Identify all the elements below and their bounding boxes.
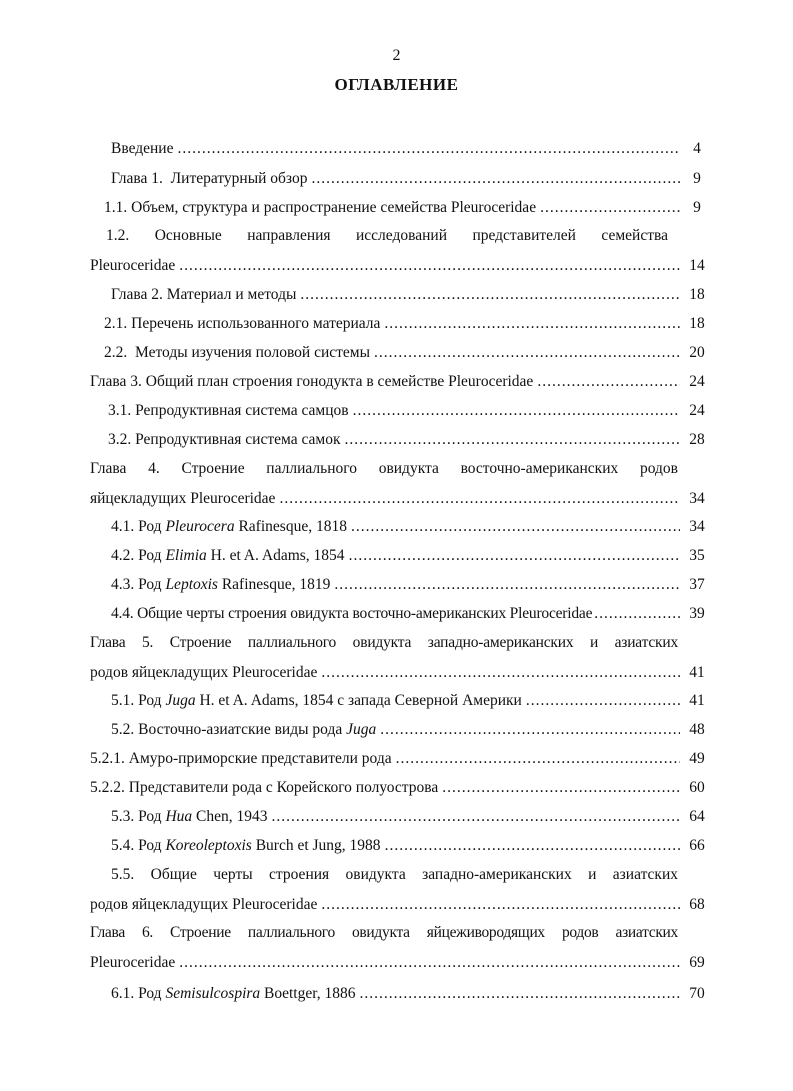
- toc-entry-5-3[interactable]: [111, 807, 710, 827]
- genus-name: Elimia: [165, 547, 207, 564]
- toc-entry-page: 48: [689, 721, 705, 738]
- toc-entry-label: 5.3. Род Hua Chen, 1943: [111, 808, 268, 825]
- leader-dots: [177, 139, 680, 159]
- toc-entry-label: Введение: [111, 140, 174, 157]
- toc-entry-page: 66: [689, 837, 705, 854]
- toc-entry-6-1[interactable]: [111, 984, 710, 1004]
- leader-dots: [442, 778, 680, 798]
- toc-entry-label: 4.4. Общие черты строения овидукта восточно-американских Pleuroceridae: [111, 605, 593, 622]
- toc-entry-label-line-2: Pleuroceridae: [90, 257, 176, 274]
- genus-name: Semisulcospira: [165, 985, 261, 1002]
- leader-dots: [396, 749, 680, 769]
- toc-entry-1-1[interactable]: [104, 198, 710, 218]
- toc-entry-label-line-2: родов яйцекладущих Pleuroceridae: [90, 896, 318, 913]
- toc-entry-introduction[interactable]: [111, 139, 710, 159]
- toc-entry-label: 6.1. Род Semisulcospira Boettger, 1886: [111, 985, 356, 1002]
- toc-entry-chapter-1[interactable]: [111, 169, 710, 189]
- toc-entry-label: 5.2. Восточно-азиатские виды рода Juga: [111, 721, 377, 738]
- toc-entry-3-1[interactable]: [108, 401, 710, 421]
- leader-dots: [271, 807, 680, 827]
- toc-entry-page: 9: [693, 170, 701, 187]
- toc-entry-page: 69: [689, 954, 705, 971]
- toc-entry-page: 49: [689, 750, 705, 767]
- leader-dots: [360, 984, 680, 1004]
- leader-dots: [385, 836, 680, 856]
- genus-name: Koreoleptoxis: [165, 837, 252, 854]
- toc-entry-page: 64: [689, 808, 705, 825]
- toc-entry-label: 4.3. Род Leptoxis Rafinesque, 1819: [111, 576, 331, 593]
- toc-entry-label: 4.2. Род Elimia H. et A. Adams, 1854: [111, 547, 345, 564]
- genus-name: Juga: [165, 692, 196, 709]
- toc-entry-page: 28: [689, 431, 705, 448]
- toc-entry-page: 41: [689, 664, 705, 681]
- toc-entry-label-line-2: родов яйцекладущих Pleuroceridae: [90, 664, 318, 681]
- toc-entry-5-2-1[interactable]: [90, 749, 710, 769]
- leader-dots: [384, 314, 680, 334]
- toc-entry-4-1[interactable]: [111, 517, 710, 537]
- toc-entry-page: 14: [689, 257, 705, 274]
- toc-entry-5-1[interactable]: [111, 691, 710, 711]
- leader-dots: [349, 546, 680, 566]
- leader-dots: [537, 372, 680, 392]
- toc-entry-2-1[interactable]: [104, 314, 710, 334]
- toc-entry-label-line-1: Глава 5. Строение паллиального овидукта западно-американских и азиатских: [90, 634, 678, 651]
- toc-entry-label-line-1: 1.2. Основные направления исследований представителей семейства: [106, 227, 668, 244]
- page-number: 2: [392, 47, 401, 64]
- toc-entry-page: 35: [689, 547, 705, 564]
- leader-dots: [311, 169, 680, 189]
- toc-entry-label-line-2: Pleuroceridae: [90, 954, 176, 971]
- toc-entry-label-line-2: яйцекладущих Pleuroceridae: [90, 490, 276, 507]
- toc-entry-chapter-4[interactable]: [90, 459, 710, 509]
- toc-entry-5-5[interactable]: [90, 865, 710, 915]
- toc-entry-page: 41: [689, 692, 705, 709]
- leader-dots: [353, 401, 680, 421]
- toc-entry-chapter-5[interactable]: [90, 633, 710, 683]
- leader-dots: [321, 895, 680, 915]
- leader-dots: [526, 691, 680, 711]
- toc-entry-label: 4.1. Род Pleurocera Rafinesque, 1818: [111, 518, 347, 535]
- toc-entry-page: 20: [689, 344, 705, 361]
- toc-entry-1-2[interactable]: [90, 226, 710, 276]
- toc-entry-label: 5.4. Род Koreoleptoxis Burch et Jung, 1988: [111, 837, 381, 854]
- toc-entry-page: 37: [689, 576, 705, 593]
- genus-name: Juga: [346, 721, 377, 738]
- leader-dots: [334, 575, 680, 595]
- toc-entry-chapter-2[interactable]: [111, 285, 710, 305]
- toc-entry-page: 60: [689, 779, 705, 796]
- toc-entry-chapter-3[interactable]: [90, 372, 710, 392]
- toc-entry-label-line-1: Глава 4. Строение паллиального овидукта восточно-американских родов: [90, 460, 678, 477]
- toc-entry-label: 2.2. Методы изучения половой системы: [104, 344, 371, 361]
- toc-entry-label-line-1: 5.5. Общие черты строения овидукта западно-американских и азиатских: [111, 866, 678, 883]
- toc-entry-page: 24: [689, 402, 705, 419]
- toc-entry-3-2[interactable]: [108, 430, 710, 450]
- leader-dots: [594, 604, 682, 624]
- leader-dots: [321, 663, 680, 683]
- leader-dots: [351, 517, 680, 537]
- toc-entry-page: 9: [693, 199, 701, 216]
- toc-entry-page: 18: [689, 315, 705, 332]
- page-title: ОГЛАВЛЕНИЕ: [334, 75, 459, 94]
- toc-entry-4-2[interactable]: [111, 546, 710, 566]
- toc-entry-page: 4: [693, 140, 701, 157]
- toc-entry-5-4[interactable]: [111, 836, 710, 856]
- toc-entry-label: 5.1. Род Juga H. et A. Adams, 1854 с запада Северной Америки: [111, 692, 522, 709]
- toc-entry-label-line-1: Глава 6. Строение паллиального овидукта яйцеживородящих родов азиатских: [90, 924, 678, 941]
- toc-entry-label: 1.1. Объем, структура и распространение семейства Pleuroceridae: [104, 199, 537, 216]
- leader-dots: [380, 720, 680, 740]
- toc-entry-chapter-6[interactable]: [90, 923, 710, 973]
- toc-entry-label: 5.2.1. Амуро-приморские представители рода: [90, 750, 392, 767]
- toc-entry-2-2[interactable]: [104, 343, 710, 363]
- leader-dots: [374, 343, 680, 363]
- toc-entry-page: 34: [689, 490, 705, 507]
- toc-entry-5-2[interactable]: [111, 720, 710, 740]
- toc-entry-label: 2.1. Перечень использованного материала: [104, 315, 381, 332]
- toc-entry-label: Глава 3. Общий план строения гонодукта в семействе Pleuroceridae: [90, 373, 534, 390]
- leader-dots: [179, 256, 680, 276]
- leader-dots: [540, 198, 680, 218]
- toc-entry-page: 34: [689, 518, 705, 535]
- genus-name: Leptoxis: [165, 576, 218, 593]
- leader-dots: [279, 489, 680, 509]
- toc-entry-label: Глава 1. Литературный обзор: [111, 170, 308, 187]
- genus-name: Pleurocera: [165, 518, 235, 535]
- toc-entry-page: 24: [689, 373, 705, 390]
- genus-name: Hua: [165, 808, 193, 825]
- toc-entry-page: 68: [689, 896, 705, 913]
- toc-entry-5-2-2[interactable]: [90, 778, 710, 798]
- toc-entry-page: 70: [689, 985, 705, 1002]
- toc-entry-label: Глава 2. Материал и методы: [111, 286, 297, 303]
- toc-entry-4-3[interactable]: [111, 575, 710, 595]
- leader-dots: [345, 430, 681, 450]
- toc-entry-label: 3.2. Репродуктивная система самок: [108, 431, 341, 448]
- leader-dots: [300, 285, 680, 305]
- toc-entry-page: 39: [689, 605, 705, 622]
- toc-entry-page: 18: [689, 286, 705, 303]
- leader-dots: [179, 953, 680, 973]
- toc-entry-4-4[interactable]: [111, 604, 710, 624]
- toc-entry-label: 3.1. Репродуктивная система самцов: [108, 402, 349, 419]
- toc-entry-label: 5.2.2. Представители рода с Корейского полуострова: [90, 779, 439, 796]
